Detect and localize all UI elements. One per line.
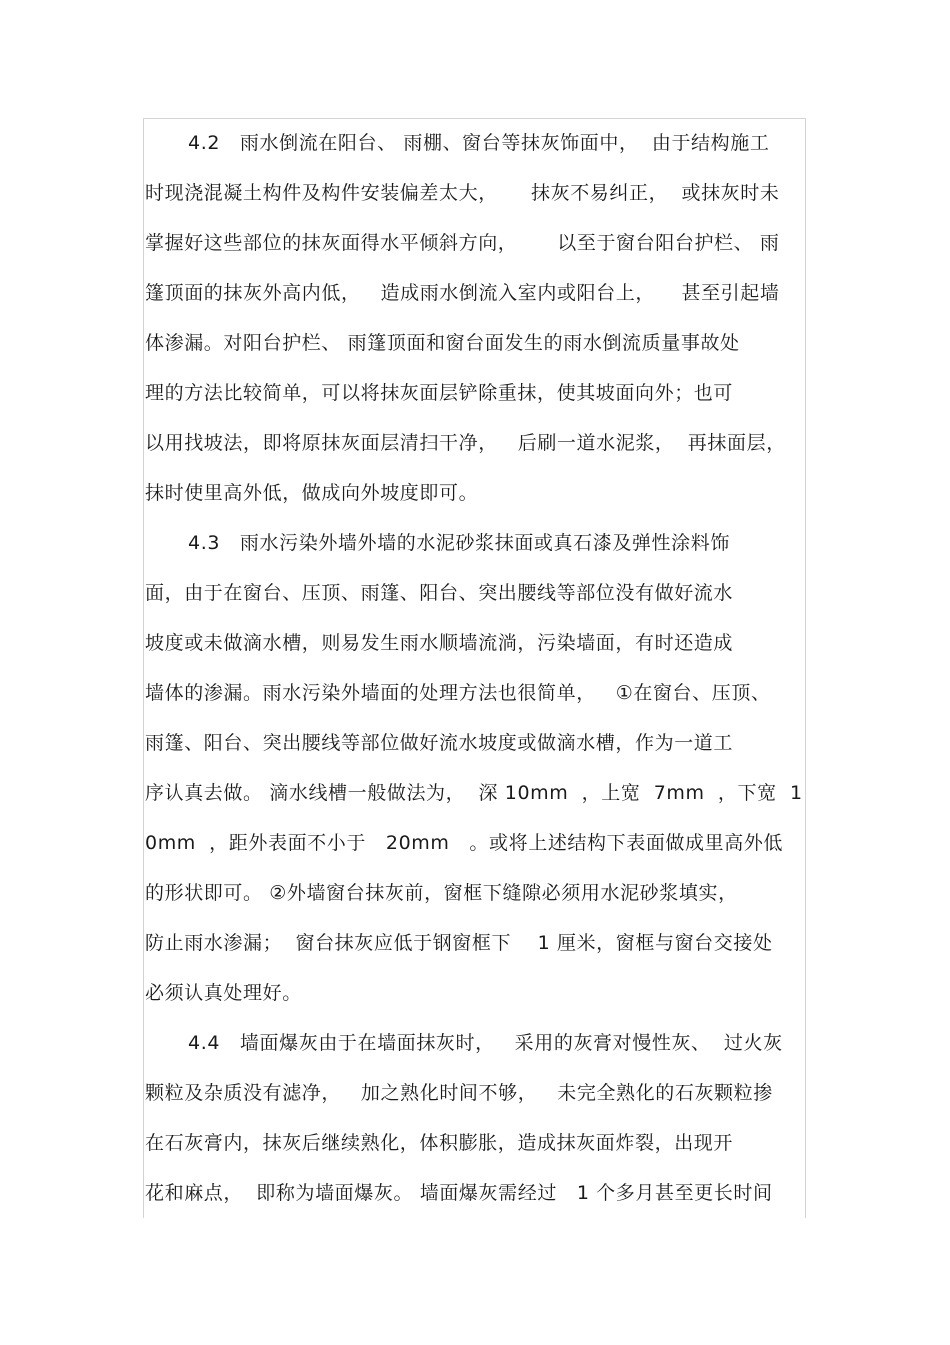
paragraph-4-4-line: 4.4 墙面爆灰由于在墙面抹灰时， 采用的灰膏对慢性灰、 过火灰 — [188, 1032, 783, 1054]
text-line: 墙体的渗漏。雨水污染外墙面的处理方法也很简单， ①在窗台、压顶、 — [145, 682, 771, 704]
text-line: 面，由于在窗台、压顶、雨篷、阳台、突出腰线等部位没有做好流水 — [145, 582, 734, 604]
text-line: 理的方法比较简单，可以将抹灰面层铲除重抹，使其坡面向外；也可 — [145, 382, 734, 404]
text-line: 以用找坡法，即将原抹灰面层清扫干净， 后刷一道水泥浆， 再抹面层， — [145, 432, 786, 454]
text-line: 坡度或未做滴水槽，则易发生雨水顺墙流淌，污染墙面，有时还造成 — [145, 632, 734, 654]
text-line: 防止雨水渗漏； 窗台抹灰应低于钢窗框下 1 厘米，窗框与窗台交接处 — [145, 932, 773, 954]
paragraph-4-3-line: 4.3 雨水污染外墙外墙的水泥砂浆抹面或真石漆及弹性涂料饰 — [188, 532, 730, 554]
text-line: 雨篷、阳台、突出腰线等部位做好流水坡度或做滴水槽，作为一道工 — [145, 732, 734, 754]
paragraph-4-2-line: 4.2 雨水倒流在阳台、 雨棚、窗台等抹灰饰面中， 由于结构施工 — [188, 132, 770, 154]
document-body — [145, 118, 805, 1218]
text-line: 花和麻点， 即称为墙面爆灰。 墙面爆灰需经过 1 个多月甚至更长时间 — [145, 1182, 773, 1204]
text-line: 颗粒及杂质没有滤净， 加之熟化时间不够， 未完全熟化的石灰颗粒掺 — [145, 1082, 773, 1104]
text-line: 体渗漏。对阳台护栏、 雨篷顶面和窗台面发生的雨水倒流质量事故处 — [145, 332, 740, 354]
text-line: 时现浇混凝土构件及构件安装偏差太大， 抹灰不易纠正， 或抹灰时未 — [145, 182, 780, 204]
text-line: 在石灰膏内，抹灰后继续熟化，体积膨胀，造成抹灰面炸裂，出现开 — [145, 1132, 734, 1154]
text-line: 的形状即可。 ②外墙窗台抹灰前，窗框下缝隙必须用水泥砂浆填实， — [145, 882, 738, 904]
text-line: 序认真去做。 滴水线槽一般做法为， 深 10mm ，上宽 7mm ，下宽 1 — [145, 782, 803, 804]
text-line: 掌握好这些部位的抹灰面得水平倾斜方向， 以至于窗台阳台护栏、 雨 — [145, 232, 780, 254]
text-line: 必须认真处理好。 — [145, 982, 302, 1004]
text-line: 抹时使里高外低，做成向外坡度即可。 — [145, 482, 479, 504]
text-line: 篷顶面的抹灰外高内低， 造成雨水倒流入室内或阳台上， 甚至引起墙 — [145, 282, 780, 304]
text-line: 0mm ，距外表面不小于 20mm 。或将上述结构下表面做成里高外低 — [145, 832, 784, 854]
